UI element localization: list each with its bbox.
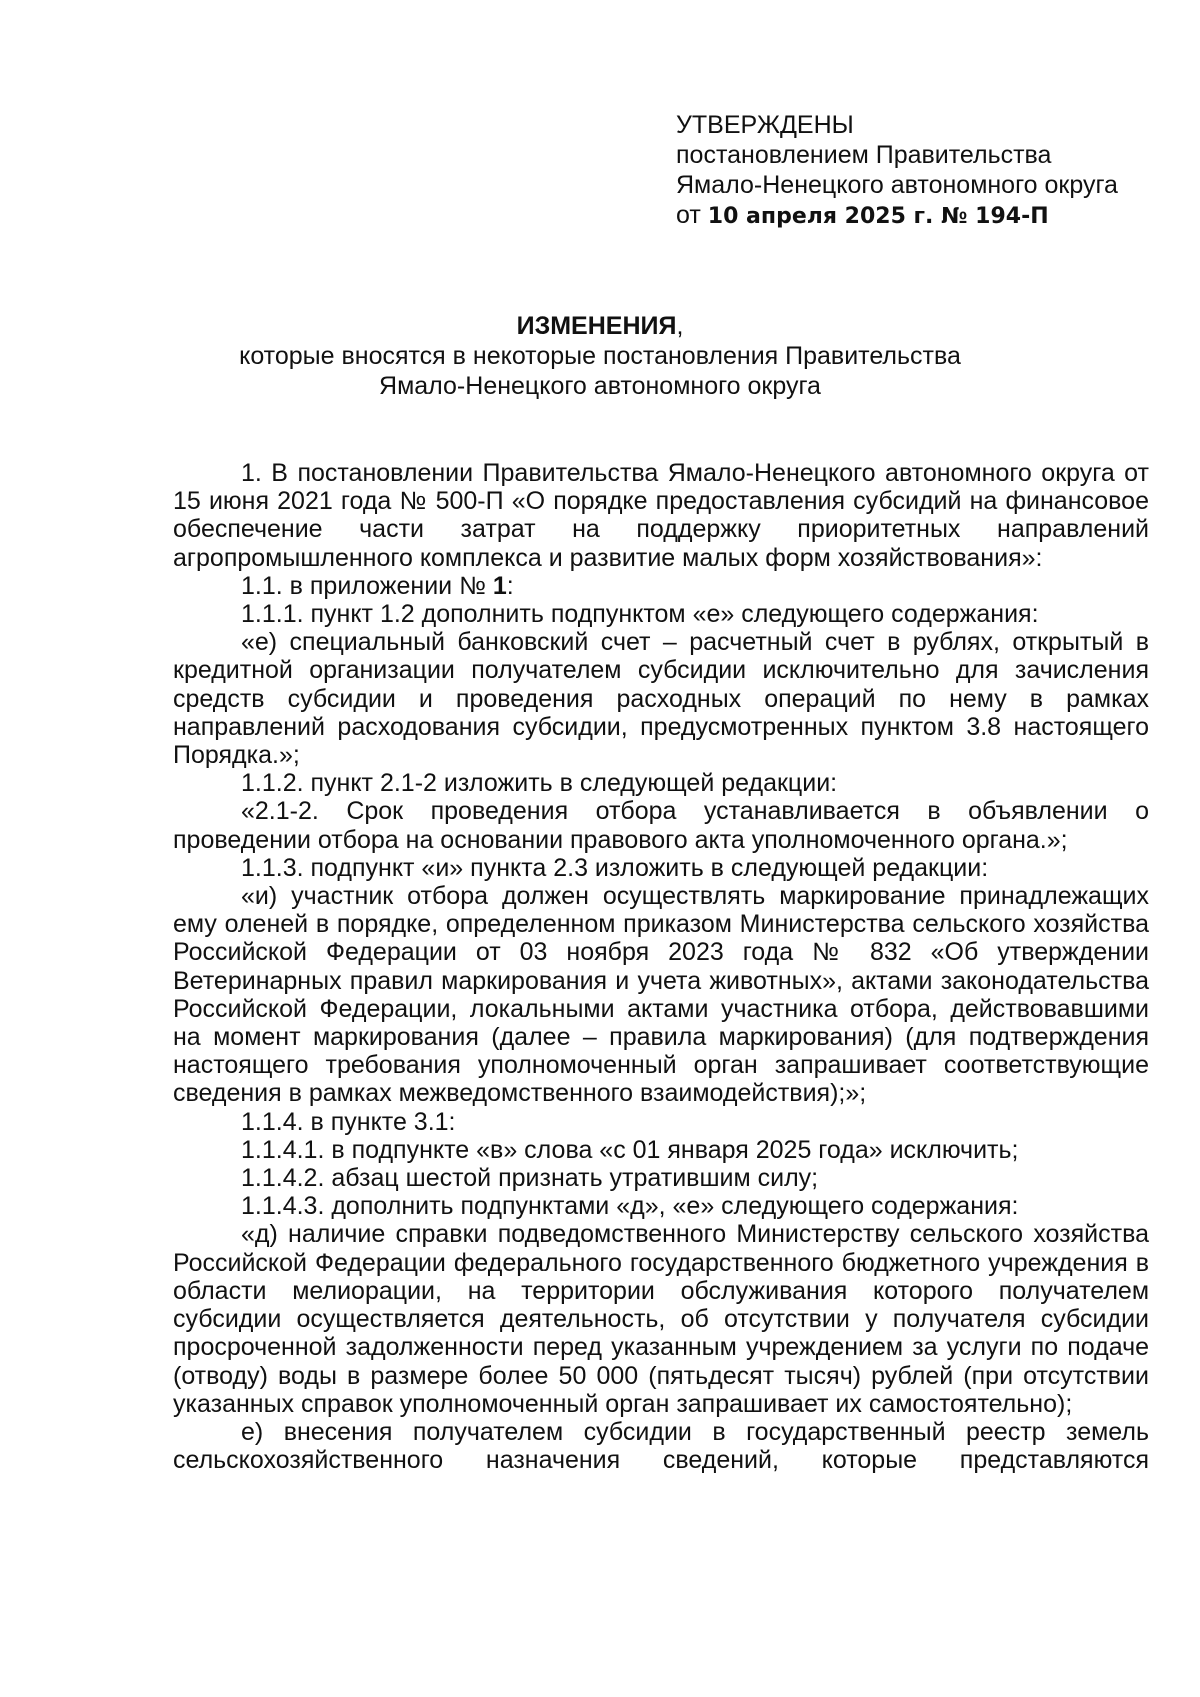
approval-line-1: постановлением Правительства <box>676 141 1052 169</box>
paragraph-2-tail: : <box>506 571 514 600</box>
paragraph-6: «2.1-2. Срок проведения отбора устанавливается в объявлении о проведении отбора на основании правового акта уполномоченного органа.»; <box>173 797 1149 854</box>
paragraph-10: 1.1.4.1. в подпункте «в» слова «с 01 января 2025 года» исключить; <box>241 1135 1019 1164</box>
document-heading <box>0 311 1200 401</box>
paragraph-13: «д) наличие справки подведомственного Министерству сельского хозяйства Российской Федерации федерального государственного бюджетного учреждения в области мелиорации, на территории обслуживания которого получателем субсидии осуществляется деятельность, об отсутствии у получателя субсидии просроченной задолженности перед указанным учреждением за услуги по подаче (отводу) воды в размере более 50 000 (пятьдесят тысяч) рублей (при отсутствии указанных справок уполномоченный орган запрашивает их самостоятельно); <box>173 1220 1149 1418</box>
paragraph-11: 1.1.4.2. абзац шестой признать утратившим силу; <box>241 1164 819 1193</box>
paragraph-5: 1.1.2. пункт 2.1-2 изложить в следующей редакции: <box>241 769 838 798</box>
paragraph-14: е) внесения получателем субсидии в государственный реестр земель сельскохозяйственного назначения сведений, которые представляются <box>173 1417 1149 1475</box>
paragraph-2-text: 1.1. в приложении № <box>241 571 493 600</box>
heading-title-line <box>0 311 1200 341</box>
paragraph-2 <box>173 572 1149 600</box>
document-body <box>173 459 1149 1474</box>
paragraph-7: 1.1.3. подпункт «и» пункта 2.3 изложить в следующей редакции: <box>241 853 989 882</box>
heading-title-suffix: , <box>676 312 684 340</box>
paragraph-2-bold: 1 <box>492 571 507 600</box>
approval-date-prefix: от <box>676 201 701 229</box>
heading-title: ИЗМЕНЕНИЯ <box>516 312 677 340</box>
paragraph-12: 1.1.4.3. дополнить подпунктами «д», «е» следующего содержания: <box>241 1192 1019 1221</box>
paragraph-9: 1.1.4. в пункте 3.1: <box>241 1107 456 1136</box>
approval-date <box>676 200 1176 232</box>
approval-line-2: Ямало-Ненецкого автономного округа <box>676 171 1118 199</box>
paragraph-4: «е) специальный банковский счет – расчетный счет в рублях, открытый в кредитной организации получателем субсидии исключительно для зачисления средств субсидии и проведения расходных операций по нему в рамках направлений расходования субсидии, предусмотренных пунктом 3.8 настоящего Порядка.»; <box>173 628 1149 770</box>
heading-line-2: Ямало-Ненецкого автономного округа <box>379 372 821 400</box>
approval-date-number: 10 апреля 2025 г. № 194-П <box>707 204 1049 229</box>
paragraph-1: 1. В постановлении Правительства Ямало-Ненецкого автономного округа от 15 июня 2021 года № 500-П «О порядке предоставления субсидий на финансовое обеспечение части затрат на поддержку приоритетных направлений агропромышленного комплекса и развитие малых форм хозяйствования»: <box>173 459 1149 572</box>
approval-title: УТВЕРЖДЕНЫ <box>676 111 854 139</box>
paragraph-8: «и) участник отбора должен осуществлять маркирование принадлежащих ему оленей в порядке, определенном приказом Министерства сельского хозяйства Российской Федерации от 03 ноября 2023 года № 832 «Об утверждении Ветеринарных правил маркирования и учета животных», актами законодательства Российской Федерации, локальными актами участника отбора, действовавшими на момент маркирования (далее – правила маркирования) (для подтверждения настоящего требования уполномоченный орган запрашивает соответствующие сведения в рамках межведомственного взаимодействия);»; <box>173 882 1149 1108</box>
heading-line-1: которые вносятся в некоторые постановления Правительства <box>239 342 961 370</box>
paragraph-3: 1.1.1. пункт 1.2 дополнить подпунктом «е» следующего содержания: <box>241 600 1039 629</box>
approval-block <box>676 110 1176 232</box>
